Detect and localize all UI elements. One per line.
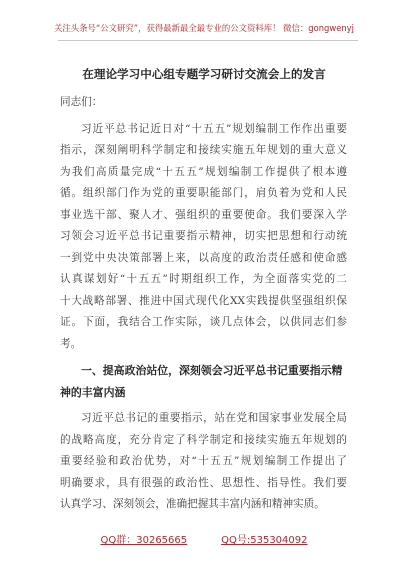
paragraph-line: 明确要求，具有很强的政治性、思想性、指导性。我们要 bbox=[60, 476, 347, 489]
paragraph-line: 证。下面，我结合工作实际，谈几点体会，以供同志们参 bbox=[60, 316, 347, 328]
header-divider bbox=[58, 40, 358, 41]
qq-number-link[interactable]: QQ号:535304092 bbox=[221, 535, 308, 546]
paragraph-2 bbox=[60, 408, 347, 516]
paragraph-line: 一到党中央决策部署上来，以高度的政治责任感和使命感 bbox=[60, 251, 347, 264]
qq-group-link[interactable]: QQ群：30265665 bbox=[100, 535, 188, 546]
paragraph-line: 循。组织部门作为党的重要职能部门，肩负着为党和人民 bbox=[60, 187, 347, 199]
salutation: 同志们： bbox=[60, 96, 103, 108]
paragraph-line: 为我们高质量完成“十五五”规划编制工作提供了根本遵 bbox=[60, 165, 347, 178]
document-title: 在理论学习中心组专题学习研讨交流会上的发言 bbox=[82, 67, 326, 81]
paragraph-line: 习近平总书记的重要指示，站在党和国家事业发展全局 bbox=[81, 412, 347, 424]
paragraph-line: 习近平总书记近日对“十五五”规划编制工作作出重要 bbox=[81, 122, 347, 135]
paragraph-line: 认真学习、深刻领会，准确把握其丰富内涵和精神实质。 bbox=[60, 498, 325, 510]
document-body bbox=[60, 92, 347, 516]
section-heading-line: 一、提高政治站位，深刻领会习近平总书记重要指示精 bbox=[81, 364, 343, 377]
paragraph-line: 重要经验和政治优势，对“十五五”规划编制工作提出了 bbox=[60, 455, 347, 467]
paragraph-line: 的战略高度，充分肯定了科学制定和接续实施五年规划的 bbox=[60, 433, 347, 446]
footer-contact bbox=[0, 531, 408, 546]
paragraph-line: 习领会习近平总书记重要指示精神，切实把思想和行动统 bbox=[60, 230, 347, 242]
paragraph-line: 指示，深刻阐明科学制定和接续实施五年规划的重大意义 bbox=[60, 144, 347, 156]
paragraph-1 bbox=[60, 119, 347, 356]
paragraph-line: 十大战略部署、推进中国式现代化XX实践提供坚强组织保 bbox=[60, 294, 347, 307]
header-banner: 关注头条号“公文研究”，获得最新最全最专业的公文资料库！ 微信：gongwenyj bbox=[54, 23, 354, 33]
section-1-heading bbox=[60, 360, 347, 403]
section-heading-line: 神的丰富内涵 bbox=[60, 385, 126, 399]
paragraph-line: 认真谋划好“十五五”时期组织工作，为全面落实党的二 bbox=[60, 273, 347, 285]
paragraph-line: 事业选干部、聚人才、强组织的重要使命。我们要深入学 bbox=[60, 208, 347, 221]
paragraph-line: 考。 bbox=[60, 337, 82, 350]
